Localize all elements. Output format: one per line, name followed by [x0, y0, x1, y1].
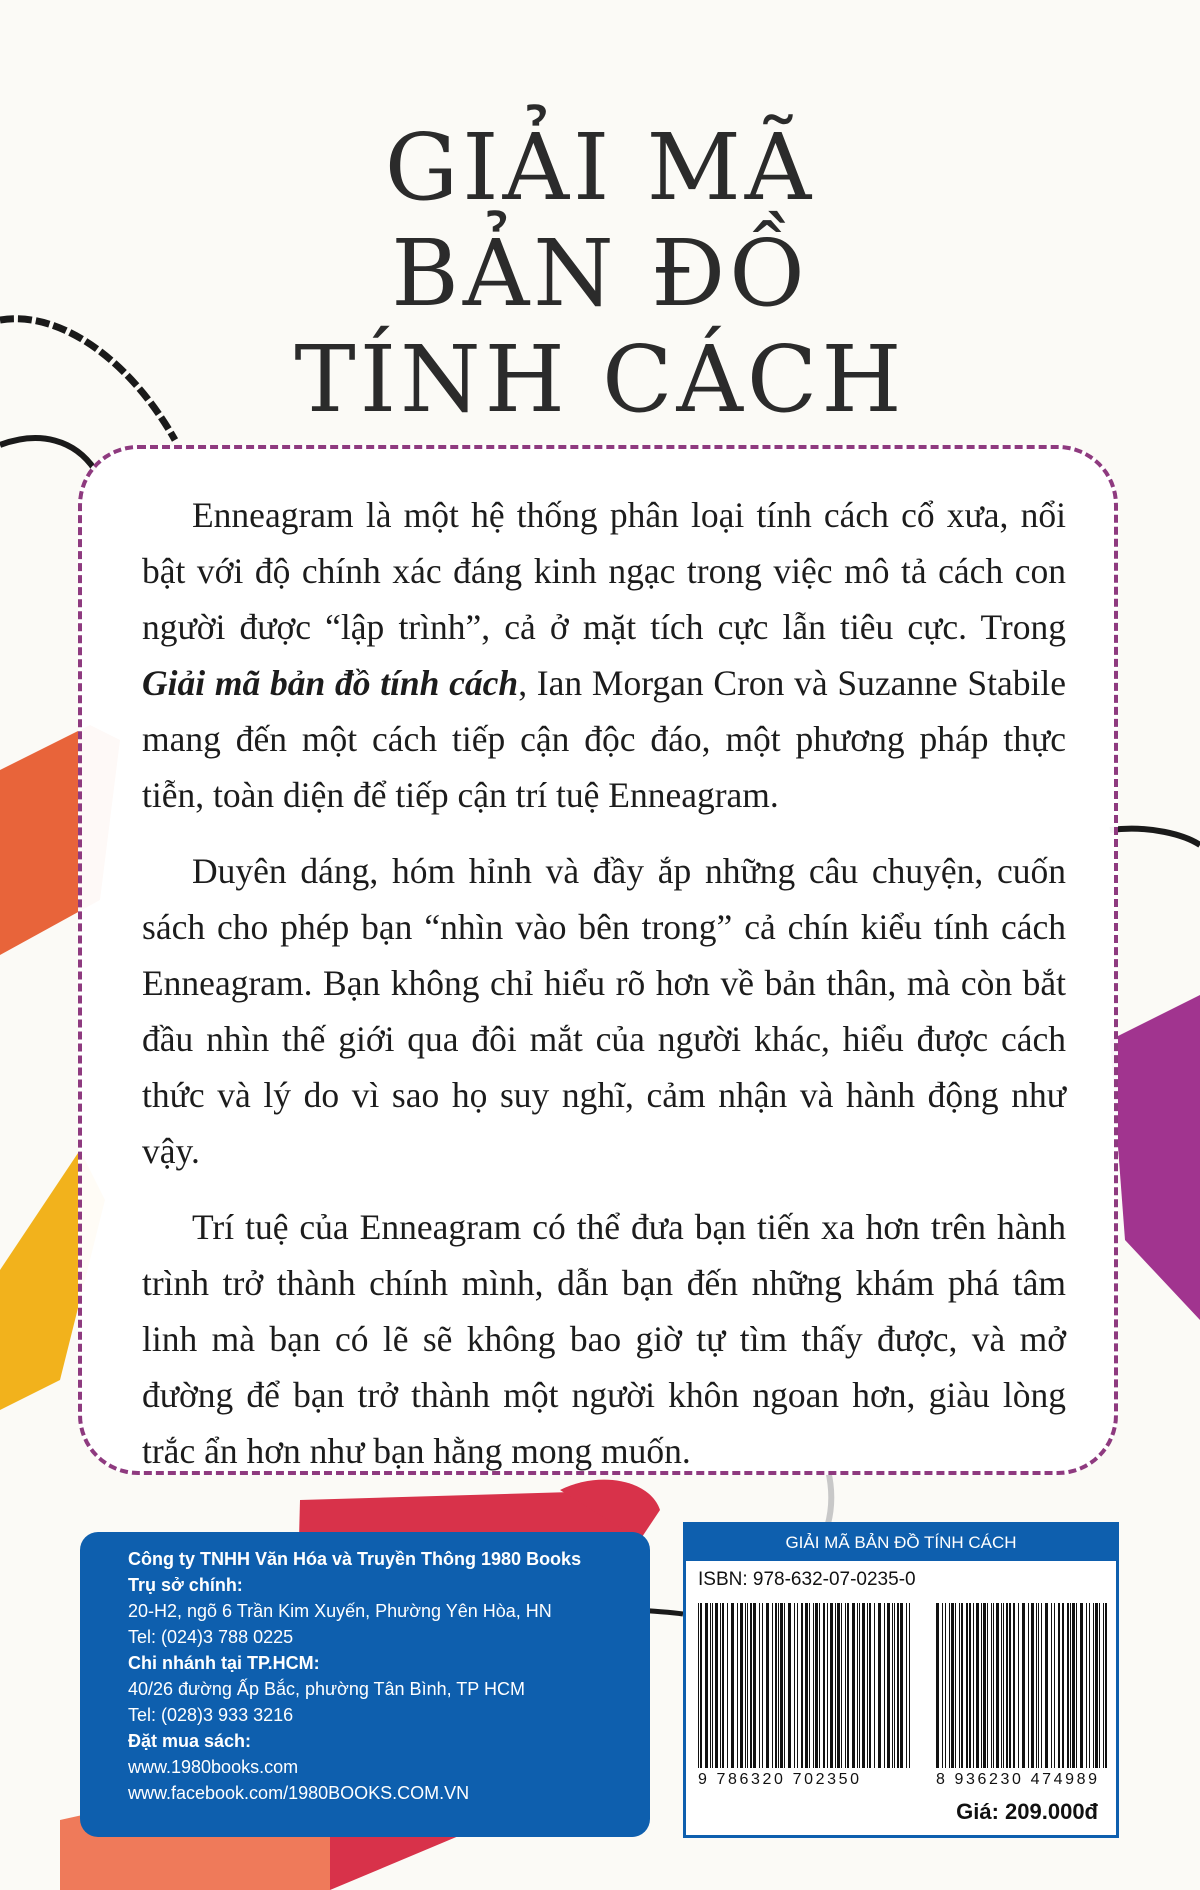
barcode-bar	[712, 1603, 713, 1768]
barcode-title: GIẢI MÃ BẢN ĐỒ TÍNH CÁCH	[686, 1525, 1116, 1561]
barcode-bar	[951, 1603, 954, 1768]
book-title-italic: Giải mã bản đồ tính cách	[142, 663, 519, 703]
barcode-bar	[1018, 1603, 1019, 1768]
barcode-bar	[778, 1603, 779, 1768]
barcode-bar	[705, 1603, 708, 1768]
barcode-bar	[1099, 1603, 1100, 1768]
barcode-bar	[1003, 1603, 1004, 1768]
barcode-bar	[993, 1603, 994, 1768]
barcode-bar	[1028, 1603, 1029, 1768]
barcode-bar	[897, 1603, 899, 1768]
facebook-link[interactable]: www.facebook.com/1980BOOKS.COM.VN	[128, 1783, 470, 1803]
barcode-bar	[996, 1603, 999, 1768]
headquarters-address: 20-H2, ngõ 6 Trần Kim Xuyến, Phường Yên Hòa, HN	[128, 1601, 552, 1621]
barcode-bar	[867, 1603, 868, 1768]
barcode-bar	[981, 1603, 982, 1768]
barcode-bar	[766, 1603, 769, 1768]
barcode-bar	[942, 1603, 943, 1768]
barcode-bar	[1036, 1603, 1037, 1768]
barcode-bar	[700, 1603, 702, 1768]
barcode-bar	[784, 1603, 785, 1768]
barcode-bar	[969, 1603, 971, 1768]
barcode-bar	[884, 1603, 885, 1768]
isbn-text: ISBN: 978-632-07-0235-0	[698, 1569, 916, 1590]
barcode-bar	[698, 1603, 699, 1768]
barcode-bar	[740, 1603, 743, 1768]
barcode-bar	[959, 1603, 960, 1768]
barcode-bar	[892, 1603, 893, 1768]
barcode-bar	[1009, 1603, 1011, 1768]
barcode-bar	[949, 1603, 950, 1768]
barcode-bar	[857, 1603, 858, 1768]
barcode-bar	[894, 1603, 895, 1768]
barcode-bar	[1095, 1603, 1098, 1768]
barcode-bar	[852, 1603, 855, 1768]
barcode-bar	[788, 1603, 791, 1768]
barcode-bar	[775, 1603, 777, 1768]
barcode-bar	[819, 1603, 820, 1768]
paragraph-1-intro: Enneagram là một hệ thống phân loại tính cách cổ xưa, nổi bật với độ chính xác đáng kinh ngạc trong việc mô tả cách con người được “lập trình”, cả ở mặt tích cực lẫn tiêu cực. Trong	[142, 495, 1066, 647]
barcode-bar	[1062, 1603, 1064, 1768]
barcode-bar	[813, 1603, 814, 1768]
barcode-bar	[900, 1603, 903, 1768]
title-line-3: TÍNH CÁCH	[294, 326, 906, 433]
barcode-bar	[859, 1603, 860, 1768]
barcode-bar	[801, 1603, 803, 1768]
barcode-digits-right: 8 936230 474989	[936, 1771, 1100, 1788]
barcode-bar	[835, 1603, 836, 1768]
synopsis-paragraph-3: Trí tuệ của Enneagram có thể đưa bạn tiến xa hơn trên hành trình trở thành chính mình, dẫn bạn đến những khám phá tâm linh mà bạn có lẽ sẽ không bao giờ tự tìm thấy được, và mở đường để bạn trở thành một người khôn ngoan hơn, giàu lòng trắc ẩn hơn như bạn hằng mong muốn.	[142, 1207, 1066, 1471]
barcode-bar	[780, 1603, 783, 1768]
barcode-bar	[805, 1603, 808, 1768]
price-label: Giá: 209.000đ	[956, 1799, 1098, 1824]
barcode-bar	[1013, 1603, 1015, 1768]
barcode-bar	[887, 1603, 890, 1768]
barcode-bar	[987, 1603, 988, 1768]
barcode-bar	[1070, 1603, 1071, 1768]
barcode-bar	[747, 1603, 748, 1768]
barcode-bar	[841, 1603, 842, 1768]
barcode-bar	[797, 1603, 798, 1768]
barcode-bar	[1080, 1603, 1083, 1768]
barcode-icon	[698, 1603, 1108, 1768]
barcode-bar	[1045, 1603, 1048, 1768]
barcode-bar	[1103, 1603, 1104, 1768]
barcode-bar	[830, 1603, 833, 1768]
barcode-bar	[936, 1603, 939, 1768]
barcode-bar	[710, 1603, 711, 1768]
branch-address: 40/26 đường Ấp Bắc, phường Tân Bình, TP HCM	[128, 1679, 525, 1699]
barcode-bar	[869, 1603, 871, 1768]
barcode-bar	[1006, 1603, 1008, 1768]
publisher-company: Công ty TNHH Văn Hóa và Truyền Thông 1980 Books	[128, 1549, 582, 1569]
barcode-bar	[991, 1603, 992, 1768]
barcode-bar	[794, 1603, 795, 1768]
barcode-bar	[1022, 1603, 1025, 1768]
headquarters-label: Trụ sở chính:	[128, 1575, 243, 1595]
barcode-bar	[961, 1603, 963, 1768]
barcode-bar	[1089, 1603, 1090, 1768]
barcode-bar	[973, 1603, 974, 1768]
barcode-bar	[945, 1603, 946, 1768]
barcode-bar	[737, 1603, 738, 1768]
paragraph-1-rest: , Ian Morgan Cron và Suzanne Stabile mang đến một cách tiếp cận độc đáo, một phương pháp thực tiễn, toàn diện để tiếp cận trí tuệ Enneagram.	[142, 663, 1066, 815]
barcode-bar	[983, 1603, 986, 1768]
barcode-bar	[845, 1603, 846, 1768]
barcode-bar	[731, 1603, 734, 1768]
barcode-bar	[1031, 1603, 1034, 1768]
title-line-2: BẢN ĐỒ	[391, 220, 809, 327]
barcode-bar	[909, 1603, 910, 1768]
barcode-bar	[837, 1603, 840, 1768]
barcode-bar	[1038, 1603, 1039, 1768]
barcode-bar	[966, 1603, 968, 1768]
headquarters-tel: Tel: (024)3 788 0225	[128, 1627, 294, 1647]
barcode-panel	[683, 1522, 1119, 1838]
barcode-bar	[955, 1603, 956, 1768]
synopsis-box	[78, 445, 1118, 1475]
synopsis-paragraph-2: Duyên dáng, hóm hỉnh và đầy ắp những câu chuyện, cuốn sách cho phép bạn “nhìn vào bên trong” cả chín kiểu tính cách Enneagram. Bạn không chỉ hiểu rõ hơn về bản thân, mà còn bắt đầu nhìn thế giới qua đôi mắt của người khác, hiểu được cách thức và lý do vì sao họ suy nghĩ, cảm nhận và hành động như vậy.	[142, 851, 1066, 1171]
synopsis-paragraph-1	[142, 487, 1066, 823]
barcode-bar	[976, 1603, 979, 1768]
barcode-bar	[1072, 1603, 1075, 1768]
website-link[interactable]: www.1980books.com	[128, 1757, 299, 1777]
publisher-info-box	[80, 1532, 650, 1837]
barcode-bar	[827, 1603, 828, 1768]
barcode-bar	[1076, 1603, 1077, 1768]
barcode-bar	[1051, 1603, 1052, 1768]
barcode-bar	[1093, 1603, 1094, 1768]
barcode-bar	[1054, 1603, 1055, 1768]
barcode-bar	[1001, 1603, 1002, 1768]
order-label: Đặt mua sách:	[128, 1731, 252, 1751]
title-line-1: GIẢI MÃ	[384, 114, 816, 221]
barcode-bar	[878, 1603, 881, 1768]
barcode-bar	[815, 1603, 818, 1768]
barcode-bar	[727, 1603, 728, 1768]
barcode-bar	[762, 1603, 763, 1768]
barcode-bar	[772, 1603, 773, 1768]
barcode-bar	[1041, 1603, 1042, 1768]
barcode-bar	[753, 1603, 756, 1768]
barcode-bar	[720, 1603, 721, 1768]
barcode-bar	[715, 1603, 718, 1768]
barcode-bar	[759, 1603, 760, 1768]
barcode-bar	[874, 1603, 875, 1768]
book-title	[0, 115, 1200, 433]
barcode-bar	[1105, 1603, 1107, 1768]
barcode-bar	[809, 1603, 810, 1768]
branch-tel: Tel: (028)3 933 3216	[128, 1705, 294, 1725]
branch-label: Chi nhánh tại TP.HCM:	[128, 1653, 320, 1673]
barcode-bar	[750, 1603, 752, 1768]
barcode-bar	[823, 1603, 825, 1768]
barcode-bar	[906, 1603, 907, 1768]
barcode-bar	[1058, 1603, 1060, 1768]
barcode-bar	[722, 1603, 724, 1768]
barcode-bar	[1067, 1603, 1069, 1768]
barcode-bar	[1086, 1603, 1087, 1768]
barcode-bar	[862, 1603, 865, 1768]
barcode-digits-left: 9 786320 702350	[698, 1771, 862, 1788]
barcode-bar	[745, 1603, 746, 1768]
barcode-bar	[847, 1603, 849, 1768]
